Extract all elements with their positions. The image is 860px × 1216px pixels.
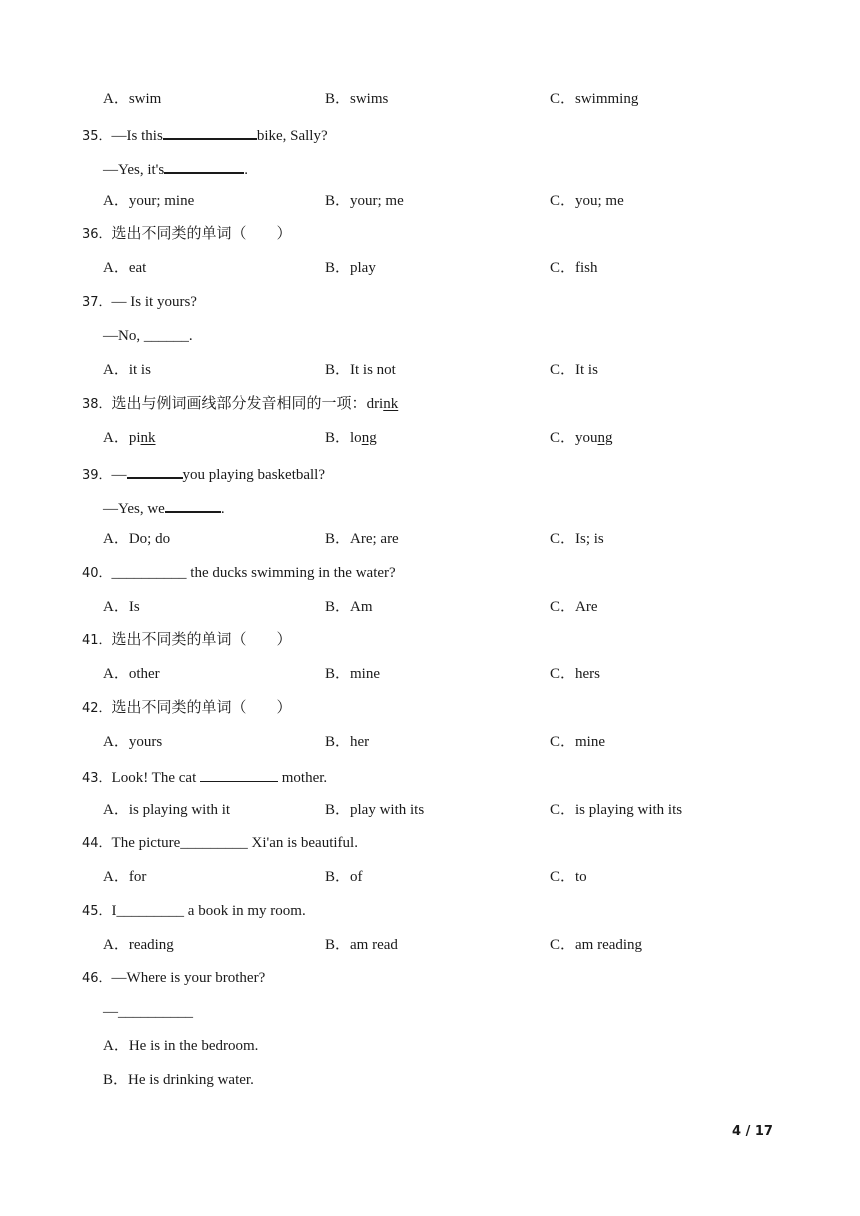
q38-option-c[interactable]: C．young: [550, 430, 613, 446]
q46-question: [82, 968, 860, 988]
q40-question: [82, 563, 860, 583]
question-number: 45．: [82, 904, 112, 919]
question-number: 39．: [82, 468, 112, 483]
q41-option-c[interactable]: C．hers: [550, 666, 600, 682]
q42-options: [0, 732, 860, 752]
q45-question: [82, 901, 860, 921]
q37-options: [0, 360, 860, 380]
answer-blank: [127, 462, 183, 479]
question-text: I_________ a book in my room.: [111, 903, 306, 919]
question-number: 42．: [82, 701, 112, 716]
q42-option-a[interactable]: A．yours: [103, 734, 163, 750]
reply-text: —__________: [103, 1004, 193, 1020]
q35-option-c[interactable]: C．you; me: [550, 193, 624, 209]
question-text: 选出不同类的单词（ ）: [111, 632, 292, 648]
q36-question: [82, 224, 860, 244]
answer-blank: [165, 496, 221, 513]
question-number: 36．: [82, 227, 112, 242]
q43-question: [82, 766, 860, 786]
q46-option-a-row: [0, 1036, 860, 1056]
q38-question: [82, 394, 860, 414]
q43-option-c[interactable]: C．is playing with its: [550, 802, 683, 818]
q35-option-a[interactable]: A．your; mine: [103, 193, 195, 209]
q46-option-b[interactable]: B．He is drinking water.: [103, 1072, 254, 1088]
reply-text: —No, ______.: [103, 328, 193, 344]
q39-option-c[interactable]: C．Is; is: [550, 531, 604, 547]
question-text: —Is this: [111, 128, 163, 144]
question-text: 选出与例词画线部分发音相同的一项：: [111, 396, 367, 412]
q41-option-a[interactable]: A．other: [103, 666, 160, 682]
q40-option-b[interactable]: B．Am: [325, 599, 373, 615]
q41-question: [82, 630, 860, 650]
question-text: Look! The cat: [111, 770, 200, 786]
q35-question: [82, 123, 860, 143]
question-number: 35．: [82, 129, 112, 144]
q42-option-b[interactable]: B．her: [325, 734, 370, 750]
q44-options: [0, 867, 860, 887]
q35-option-b[interactable]: B．your; me: [325, 193, 404, 209]
q37-option-c[interactable]: C．It is: [550, 362, 598, 378]
q46-option-a[interactable]: A．He is in the bedroom.: [103, 1038, 259, 1054]
reply-text: —Yes, it's: [103, 162, 165, 178]
q38-option-b[interactable]: B．long: [325, 430, 377, 446]
q43-option-a[interactable]: A．is playing with it: [103, 802, 231, 818]
q39-options: [0, 529, 860, 549]
question-text: —Where is your brother?: [111, 970, 266, 986]
q35-reply: [103, 157, 860, 177]
q34-option-a[interactable]: A．swim: [103, 91, 162, 107]
q35-options: [0, 191, 860, 211]
q37-option-a[interactable]: A．it is: [103, 362, 151, 378]
question-text: —: [111, 467, 127, 483]
question-text: bike, Sally?: [256, 128, 328, 144]
question-text: 选出不同类的单词（ ）: [111, 226, 292, 242]
q38-options: [0, 428, 860, 448]
q38-option-a[interactable]: A．pink: [103, 430, 156, 446]
reply-text: .: [220, 501, 225, 517]
q40-options: [0, 597, 860, 617]
q46-option-b-row: [0, 1070, 860, 1090]
question-number: 43．: [82, 771, 112, 786]
q44-option-a[interactable]: A．for: [103, 869, 147, 885]
answer-blank: [163, 123, 257, 140]
q43-option-b[interactable]: B．play with its: [325, 802, 425, 818]
question-text: __________ the ducks swimming in the water?: [111, 565, 396, 581]
q34-option-b[interactable]: B．swims: [325, 91, 389, 107]
q39-option-a[interactable]: A．Do; do: [103, 531, 171, 547]
q40-option-a[interactable]: A．Is: [103, 599, 140, 615]
reply-text: .: [244, 162, 248, 178]
q37-reply: [103, 326, 860, 346]
q36-option-c[interactable]: C．fish: [550, 260, 598, 276]
q45-option-c[interactable]: C．am reading: [550, 937, 643, 953]
q37-question: [82, 292, 860, 312]
q45-option-b[interactable]: B．am read: [325, 937, 398, 953]
q40-option-c[interactable]: C．Are: [550, 599, 598, 615]
q39-option-b[interactable]: B．Are; are: [325, 531, 399, 547]
question-text: — Is it yours?: [111, 294, 197, 310]
reply-text: —Yes, we: [103, 501, 165, 517]
q42-question: [82, 698, 860, 718]
q39-reply: [103, 496, 860, 516]
q43-options: [0, 800, 860, 820]
example-word: drink: [366, 396, 399, 412]
q36-option-b[interactable]: B．play: [325, 260, 376, 276]
q34-option-c[interactable]: C．swimming: [550, 91, 639, 107]
q36-option-a[interactable]: A．eat: [103, 260, 147, 276]
question-text: 选出不同类的单词（ ）: [111, 700, 292, 716]
question-number: 46．: [82, 971, 112, 986]
question-number: 41．: [82, 633, 112, 648]
q39-question: [82, 462, 860, 482]
q46-reply: [103, 1002, 860, 1022]
question-text: you playing basketball?: [182, 467, 326, 483]
question-number: 40．: [82, 566, 112, 581]
q44-option-c[interactable]: C．to: [550, 869, 587, 885]
q41-option-b[interactable]: B．mine: [325, 666, 380, 682]
q45-option-a[interactable]: A．reading: [103, 937, 174, 953]
q44-option-b[interactable]: B．of: [325, 869, 363, 885]
question-number: 44．: [82, 836, 112, 851]
answer-blank: [164, 157, 244, 174]
question-number: 38．: [82, 397, 112, 412]
q37-option-b[interactable]: B．It is not: [325, 362, 396, 378]
question-text: mother.: [278, 770, 328, 786]
q42-option-c[interactable]: C．mine: [550, 734, 605, 750]
q41-options: [0, 664, 860, 684]
q44-question: [82, 833, 860, 853]
question-number: 37．: [82, 295, 112, 310]
q36-options: [0, 258, 860, 278]
answer-blank: [200, 766, 278, 782]
q34-options: [0, 89, 860, 109]
page-indicator: 4 / 17: [732, 1124, 773, 1139]
q45-options: [0, 935, 860, 955]
question-text: The picture_________ Xi'an is beautiful.: [111, 835, 358, 851]
